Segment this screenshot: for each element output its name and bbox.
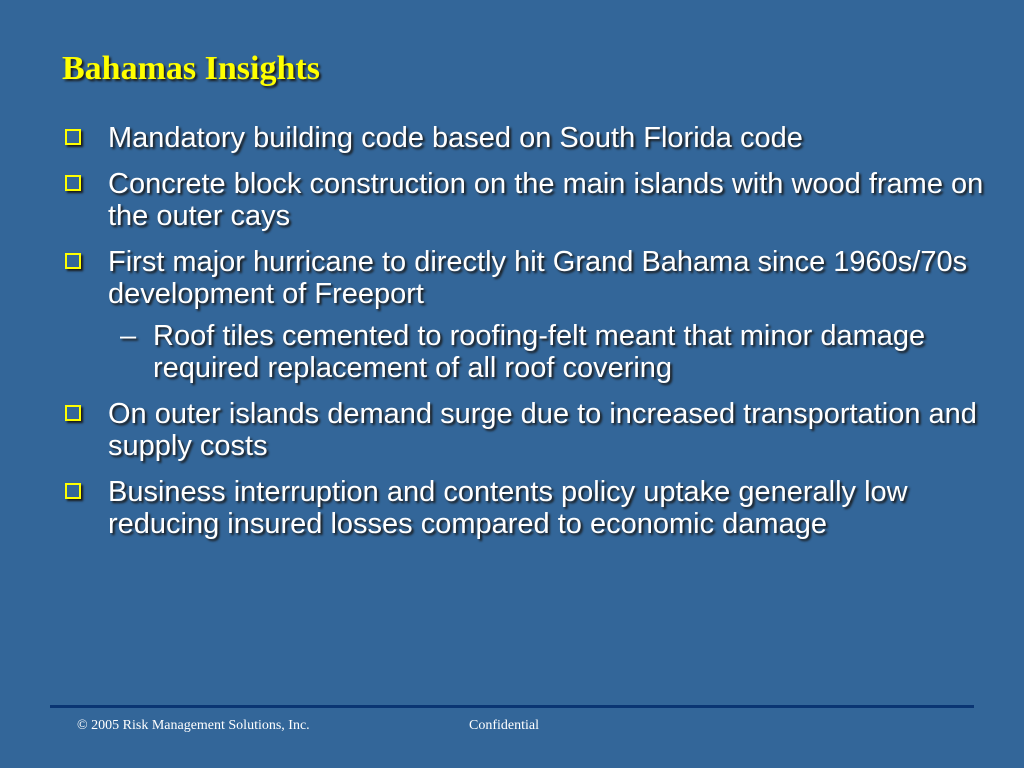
hollow-square-icon	[65, 253, 81, 269]
dash-marker: –	[120, 320, 137, 352]
bullet-text: Mandatory building code based on South Florida code	[108, 122, 803, 154]
bullet-text: On outer islands demand surge due to increased transportation and supply costs	[108, 398, 977, 462]
bullet-list	[62, 122, 1012, 554]
hollow-square-icon	[65, 483, 81, 499]
hollow-square-icon	[65, 175, 81, 191]
slide-title: Bahamas Insights	[62, 50, 320, 87]
footer-divider	[50, 705, 974, 708]
hollow-square-icon	[65, 405, 81, 421]
bullet-item	[62, 246, 1012, 310]
sub-bullet-item	[62, 320, 1012, 384]
sub-bullet-text: Roof tiles cemented to roofing-felt meant that minor damage required replacement of all roof covering	[153, 320, 926, 384]
bullet-item	[62, 122, 1012, 154]
bullet-text: Business interruption and contents policy uptake generally low reducing insured losses compared to economic damage	[108, 476, 908, 540]
bullet-text: Concrete block construction on the main islands with wood frame on the outer cays	[108, 168, 984, 232]
bullet-item	[62, 398, 1012, 462]
footer-confidential: Confidential	[469, 718, 539, 733]
hollow-square-icon	[65, 129, 81, 145]
bullet-text: First major hurricane to directly hit Grand Bahama since 1960s/70s development of Freeport	[108, 246, 968, 310]
bullet-item	[62, 168, 1012, 232]
bullet-item	[62, 476, 1012, 540]
footer-copyright: © 2005 Risk Management Solutions, Inc.	[77, 718, 310, 733]
